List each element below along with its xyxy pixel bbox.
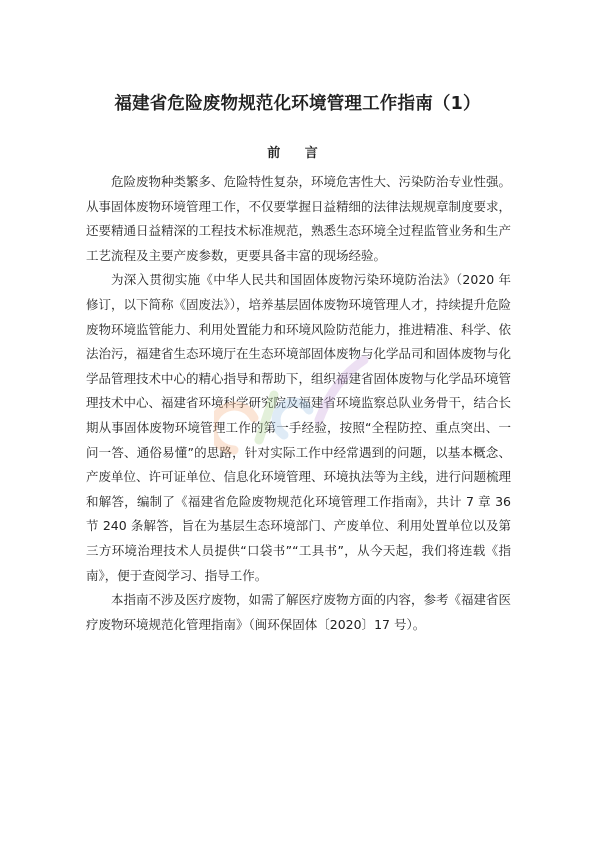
document-title: 福建省危险废物规范化环境管理工作指南（1） [114,94,481,114]
document-body [86,170,511,637]
paragraph-2: 为深入贯彻实施《中华人民共和国固体废物污染环境防治法》（2020 年修订，以下简称《固废法》），培养基层固体废物环境管理人才，持续提升危险废物环境监管能力、利用处置能力和环境风险防范能力，推进精准、科学、依法治污，福建省生态环境厅在生态环境部固体废物与化学品司和固体废物与化学品管理技术中心的精心指导和帮助下，组织福建省固体废物与化学品环境管理技术中心、福建省环境科学研究院及福建省环境监察总队业务骨干，结合长期从事固体废物环境管理工作的第一手经验，按照“全程防控、重点突出、一问一答、通俗易懂”的思路，针对实际工作中经常遇到的问题，以基本概念、产废单位、许可证单位、信息化环境管理、环境执法等为主线，进行问题梳理和解答，编制了《福建省危险废物规范化环境管理工作指南》，共计 7 章 36 节 240 条解答，旨在为基层生态环境部门、产废单位、利用处置单位以及第三方环境治理技术人员提供“口袋书”“工具书”，从今天起，我们将连载《指南》，便于查阅学习、指导工作。 [86,272,512,583]
paragraph-3: 本指南不涉及医疗废物，如需了解医疗废物方面的内容，参考《福建省医疗废物环境规范化管理指南》（闽环保固体〔2020〕17 号）。 [86,592,512,632]
paragraph-1: 危险废物种类繁多、危险特性复杂，环境危害性大、污染防治专业性强。从事固体废物环境管理工作，不仅要掌握日益精细的法律法规规章制度要求，还要精通日益精深的工程技术标准规范，熟悉生态环境全过程监管业务和生产工艺流程及主要产废参数，更要具备丰富的现场经验。 [86,174,512,263]
section-heading: 前 言 [267,146,328,161]
